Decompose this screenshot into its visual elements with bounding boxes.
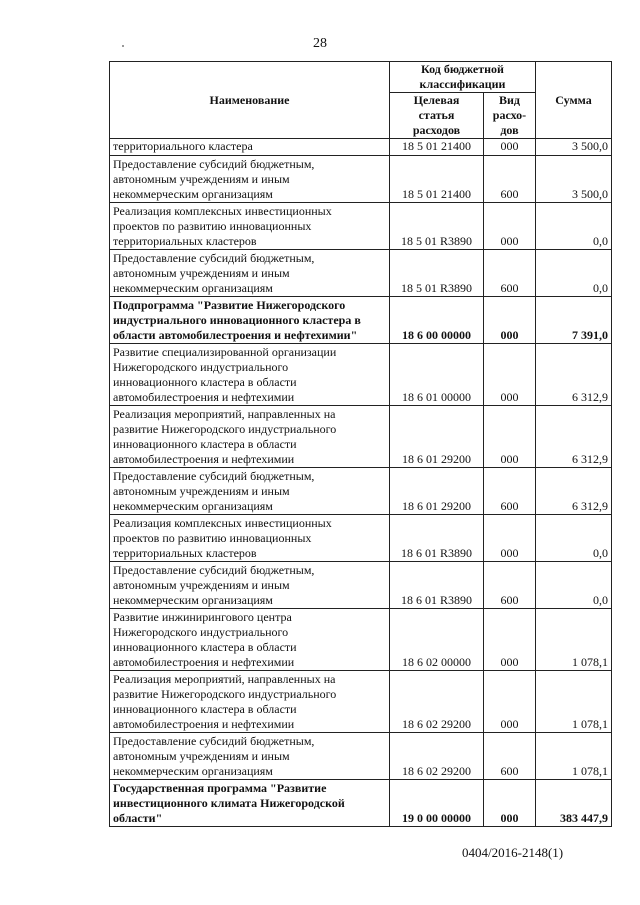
row-target-code: 18 6 02 29200 xyxy=(390,671,484,733)
row-name-line: территориальных кластеров xyxy=(113,546,257,560)
header-sum: Сумма xyxy=(536,62,612,139)
row-name-line: инновационного кластера в области xyxy=(113,375,297,389)
table-row xyxy=(110,250,612,297)
row-target-code: 18 6 02 29200 xyxy=(390,733,484,780)
row-name-line: некоммерческим организациям xyxy=(113,499,273,513)
row-name-line: Предоставление субсидий бюджетным, xyxy=(113,734,315,748)
row-name-line: некоммерческим организациям xyxy=(113,187,273,201)
scan-speck xyxy=(122,45,124,47)
row-target-code: 18 6 01 R3890 xyxy=(390,515,484,562)
page-number: 28 xyxy=(313,36,327,51)
row-name-line: автономным учреждениям и иным xyxy=(113,749,290,763)
row-name-line: инновационного кластера в области xyxy=(113,437,297,451)
row-expense-kind: 000 xyxy=(484,609,536,671)
row-target-code: 18 5 01 21400 xyxy=(390,156,484,203)
row-expense-kind: 600 xyxy=(484,733,536,780)
row-name-line: области" xyxy=(113,811,163,825)
row-name-line: Предоставление субсидий бюджетным, xyxy=(113,563,315,577)
row-name-line: проектов по развитию инновационных xyxy=(113,219,312,233)
row-sum: 0,0 xyxy=(536,203,612,250)
row-name-line: инновационного кластера в области xyxy=(113,640,297,654)
header-kind xyxy=(484,93,536,139)
table-row xyxy=(110,515,612,562)
row-name xyxy=(110,156,390,203)
row-name-line: Предоставление субсидий бюджетным, xyxy=(113,469,315,483)
row-expense-kind: 600 xyxy=(484,562,536,609)
row-name-line: некоммерческим организациям xyxy=(113,593,273,607)
row-expense-kind: 000 xyxy=(484,406,536,468)
table-row xyxy=(110,609,612,671)
row-name xyxy=(110,250,390,297)
row-name xyxy=(110,203,390,250)
row-name xyxy=(110,344,390,406)
row-name-line: Реализация мероприятий, направленных на xyxy=(113,672,336,686)
row-name xyxy=(110,515,390,562)
row-target-code: 18 6 01 00000 xyxy=(390,344,484,406)
row-name-line: Государственная программа "Развитие xyxy=(113,781,327,795)
row-name-line: территориального кластера xyxy=(113,139,253,153)
row-sum: 1 078,1 xyxy=(536,609,612,671)
row-name-line: автомобилестроения и нефтехимии xyxy=(113,452,295,466)
row-name xyxy=(110,609,390,671)
row-name-line: Развитие специализированной организации xyxy=(113,345,337,359)
header-target-line: расходов xyxy=(412,123,461,137)
table-body xyxy=(110,139,612,827)
row-sum: 6 312,9 xyxy=(536,406,612,468)
table-row xyxy=(110,562,612,609)
header-kbk-line: классификации xyxy=(419,77,506,91)
budget-table xyxy=(109,61,612,827)
row-name-line: индустриального инновационного кластера в xyxy=(113,313,361,327)
row-name-line: инновационного кластера в области xyxy=(113,702,297,716)
row-name-line: Нижегородского индустриального xyxy=(113,360,289,374)
row-sum: 0,0 xyxy=(536,250,612,297)
header-kind-line: Вид xyxy=(499,93,520,107)
header-name: Наименование xyxy=(110,62,390,139)
row-expense-kind: 600 xyxy=(484,468,536,515)
row-expense-kind: 000 xyxy=(484,344,536,406)
row-sum: 6 312,9 xyxy=(536,344,612,406)
row-expense-kind: 600 xyxy=(484,156,536,203)
row-name xyxy=(110,671,390,733)
row-name xyxy=(110,780,390,827)
row-name-line: инвестиционного климата Нижегородской xyxy=(113,796,345,810)
row-sum: 7 391,0 xyxy=(536,297,612,344)
row-name-line: территориальных кластеров xyxy=(113,234,257,248)
row-name-line: автомобилестроения и нефтехимии xyxy=(113,390,295,404)
row-name-line: некоммерческим организациям xyxy=(113,281,273,295)
header-target-line: статья xyxy=(418,108,455,122)
table-header xyxy=(110,62,612,139)
table-row xyxy=(110,297,612,344)
row-sum: 1 078,1 xyxy=(536,733,612,780)
row-name xyxy=(110,468,390,515)
header-kind-line: расхо- xyxy=(492,108,527,122)
row-name-line: Предоставление субсидий бюджетным, xyxy=(113,251,315,265)
row-sum: 3 500,0 xyxy=(536,139,612,156)
row-name-line: Нижегородского индустриального xyxy=(113,625,289,639)
row-sum: 383 447,9 xyxy=(536,780,612,827)
row-name-line: Реализация мероприятий, направленных на xyxy=(113,407,336,421)
header-kbk-line: Код бюджетной xyxy=(421,62,504,76)
row-name xyxy=(110,139,390,156)
row-name xyxy=(110,406,390,468)
row-expense-kind: 000 xyxy=(484,297,536,344)
row-sum: 0,0 xyxy=(536,515,612,562)
header-kind-line: дов xyxy=(500,123,519,137)
row-name-line: автономным учреждениям и иным xyxy=(113,578,290,592)
table-row xyxy=(110,733,612,780)
row-name xyxy=(110,562,390,609)
row-target-code: 18 6 01 R3890 xyxy=(390,562,484,609)
row-expense-kind: 000 xyxy=(484,203,536,250)
row-name-line: автомобилестроения и нефтехимии xyxy=(113,655,295,669)
row-target-code: 19 0 00 00000 xyxy=(390,780,484,827)
row-target-code: 18 6 02 00000 xyxy=(390,609,484,671)
table-row xyxy=(110,780,612,827)
table-row xyxy=(110,203,612,250)
row-name-line: проектов по развитию инновационных xyxy=(113,531,312,545)
table-row xyxy=(110,468,612,515)
row-target-code: 18 5 01 R3890 xyxy=(390,203,484,250)
row-sum: 0,0 xyxy=(536,562,612,609)
row-name-line: развитие Нижегородского индустриального xyxy=(113,687,337,701)
row-expense-kind: 600 xyxy=(484,250,536,297)
row-sum: 6 312,9 xyxy=(536,468,612,515)
table-row xyxy=(110,139,612,156)
row-name xyxy=(110,297,390,344)
row-name-line: Развитие инжинирингового центра xyxy=(113,610,292,624)
row-name-line: развитие Нижегородского индустриального xyxy=(113,422,337,436)
row-name-line: Реализация комплексных инвестиционных xyxy=(113,204,332,218)
table-row xyxy=(110,406,612,468)
header-kbk-group xyxy=(390,62,536,93)
table-row xyxy=(110,156,612,203)
row-name-line: автономным учреждениям и иным xyxy=(113,484,290,498)
row-expense-kind: 000 xyxy=(484,515,536,562)
row-name xyxy=(110,733,390,780)
row-name-line: области автомобилестроения и нефтехимии" xyxy=(113,328,358,342)
row-target-code: 18 6 01 29200 xyxy=(390,406,484,468)
row-name-line: некоммерческим организациям xyxy=(113,764,273,778)
row-target-code: 18 5 01 R3890 xyxy=(390,250,484,297)
row-sum: 3 500,0 xyxy=(536,156,612,203)
row-name-line: автономным учреждениям и иным xyxy=(113,266,290,280)
row-sum: 1 078,1 xyxy=(536,671,612,733)
row-name-line: Реализация комплексных инвестиционных xyxy=(113,516,332,530)
document-code: 0404/2016-2148(1) xyxy=(462,845,564,860)
row-expense-kind: 000 xyxy=(484,139,536,156)
row-expense-kind: 000 xyxy=(484,780,536,827)
row-target-code: 18 6 00 00000 xyxy=(390,297,484,344)
table-row xyxy=(110,344,612,406)
row-name-line: Подпрограмма "Развитие Нижегородского xyxy=(113,298,346,312)
row-name-line: автомобилестроения и нефтехимии xyxy=(113,717,295,731)
table-row xyxy=(110,671,612,733)
header-target xyxy=(390,93,484,139)
row-expense-kind: 000 xyxy=(484,671,536,733)
header-target-line: Целевая xyxy=(413,93,460,107)
row-target-code: 18 6 01 29200 xyxy=(390,468,484,515)
row-name-line: Предоставление субсидий бюджетным, xyxy=(113,157,315,171)
row-target-code: 18 5 01 21400 xyxy=(390,139,484,156)
row-name-line: автономным учреждениям и иным xyxy=(113,172,290,186)
